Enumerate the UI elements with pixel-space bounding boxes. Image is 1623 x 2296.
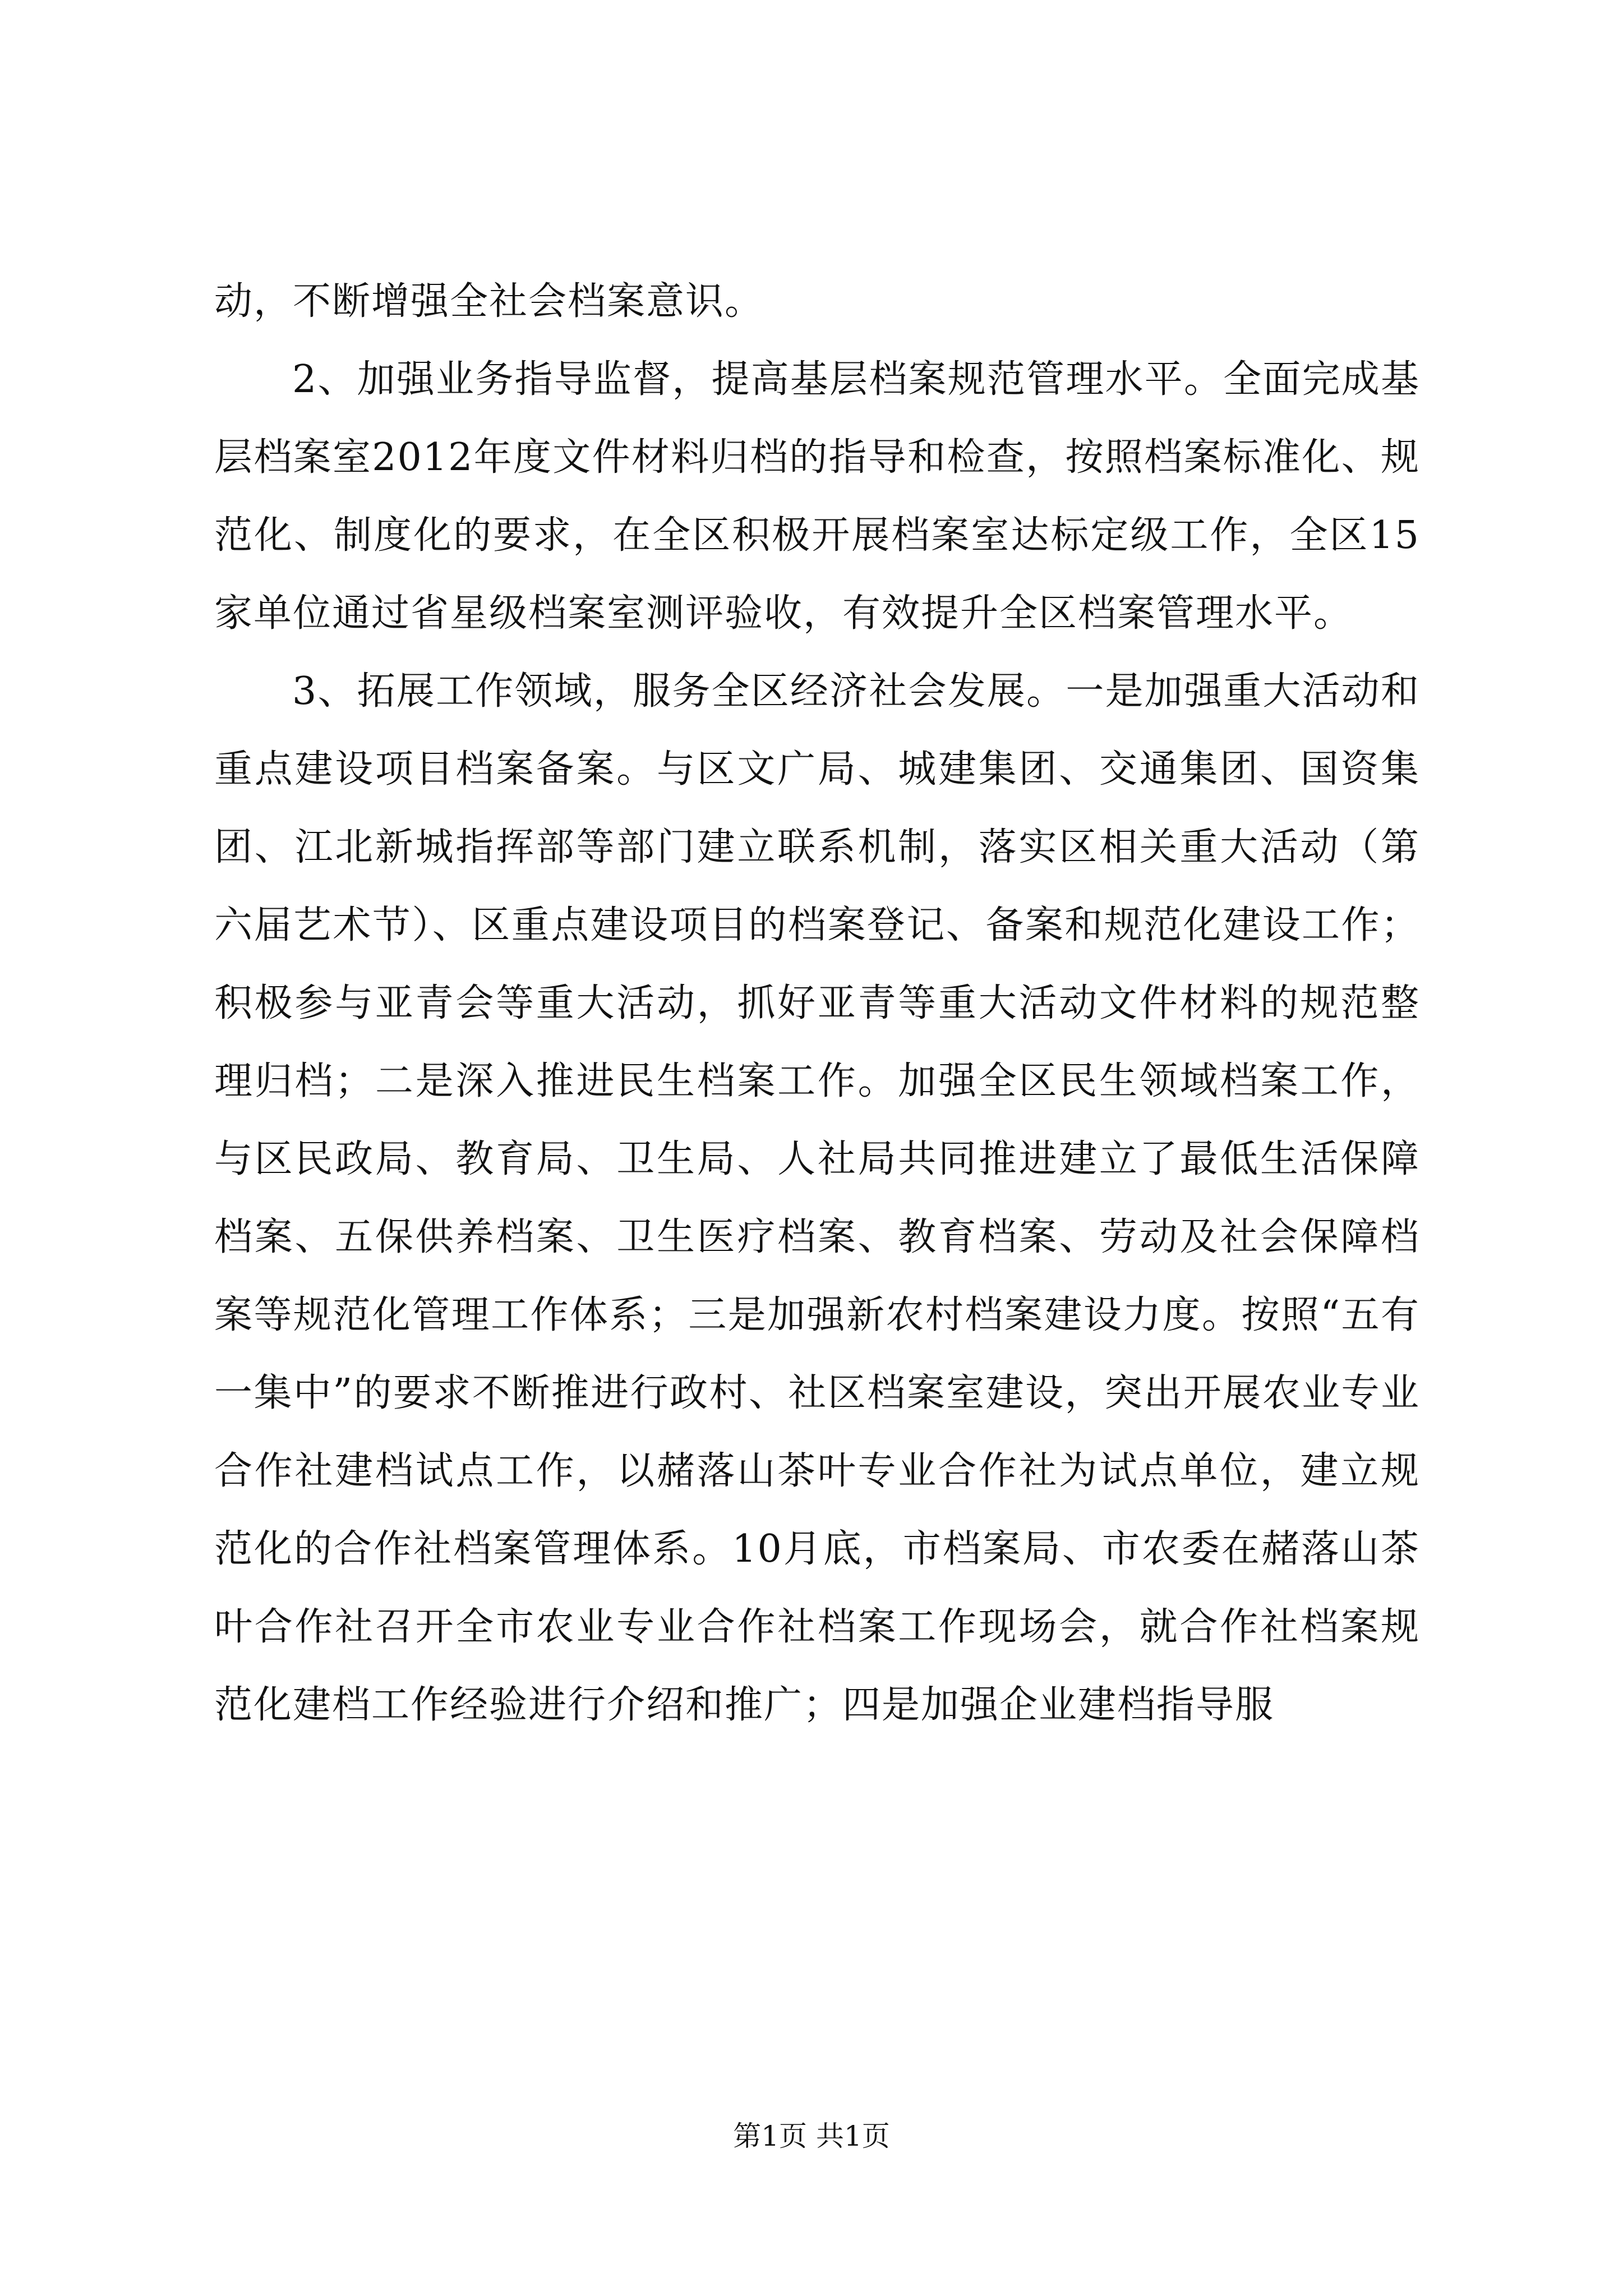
page-footer: 第1页 共1页 [733,2120,890,2152]
paragraph-item-3: 3、拓展工作领域，服务全区经济社会发展。一是加强重大活动和重点建设项目档案备案。与区文广局、城建集团、交通集团、国资集团、江北新城指挥部等部门建立联系机制，落实区相关重大活动（第六届艺术节）、区重点建设项目的档案登记、备案和规范化建设工作；积极参与亚青会等重大活动，抓好亚青等重大活动文件材料的规范整理归档；二是深入推进民生档案工作。加强全区民生领域档案工作，与区民政局、教育局、卫生局、人社局共同推进建立了最低生活保障档案、五保供养档案、卫生医疗档案、教育档案、劳动及社会保障档案等规范化管理工作体系；三是加强新农村档案建设力度。按照“五有一集中”的要求不断推进行政村、社区档案室建设，突出开展农业专业合作社建档试点工作，以赭落山茶叶专业合作社为试点单位，建立规范化的合作社档案管理体系。10月底，市档案局、市农委在赭落山茶叶合作社召开全市农业专业合作社档案工作现场会，就合作社档案规范化建档工作经验进行介绍和推广；四是加强企业建档指导服 [214,669,1420,1727]
document-body [214,263,1420,1744]
paragraph-continuation: 动，不断增强全社会档案意识。 [214,279,764,324]
paragraph-item-2: 2、加强业务指导监督，提高基层档案规范管理水平。全面完成基层档案室2012年度文件材料归档的指导和检查，按照档案标准化、规范化、制度化的要求，在全区积极开展档案室达标定级工作，全区15家单位通过省星级档案室测评验收，有效提升全区档案管理水平。 [214,357,1420,636]
